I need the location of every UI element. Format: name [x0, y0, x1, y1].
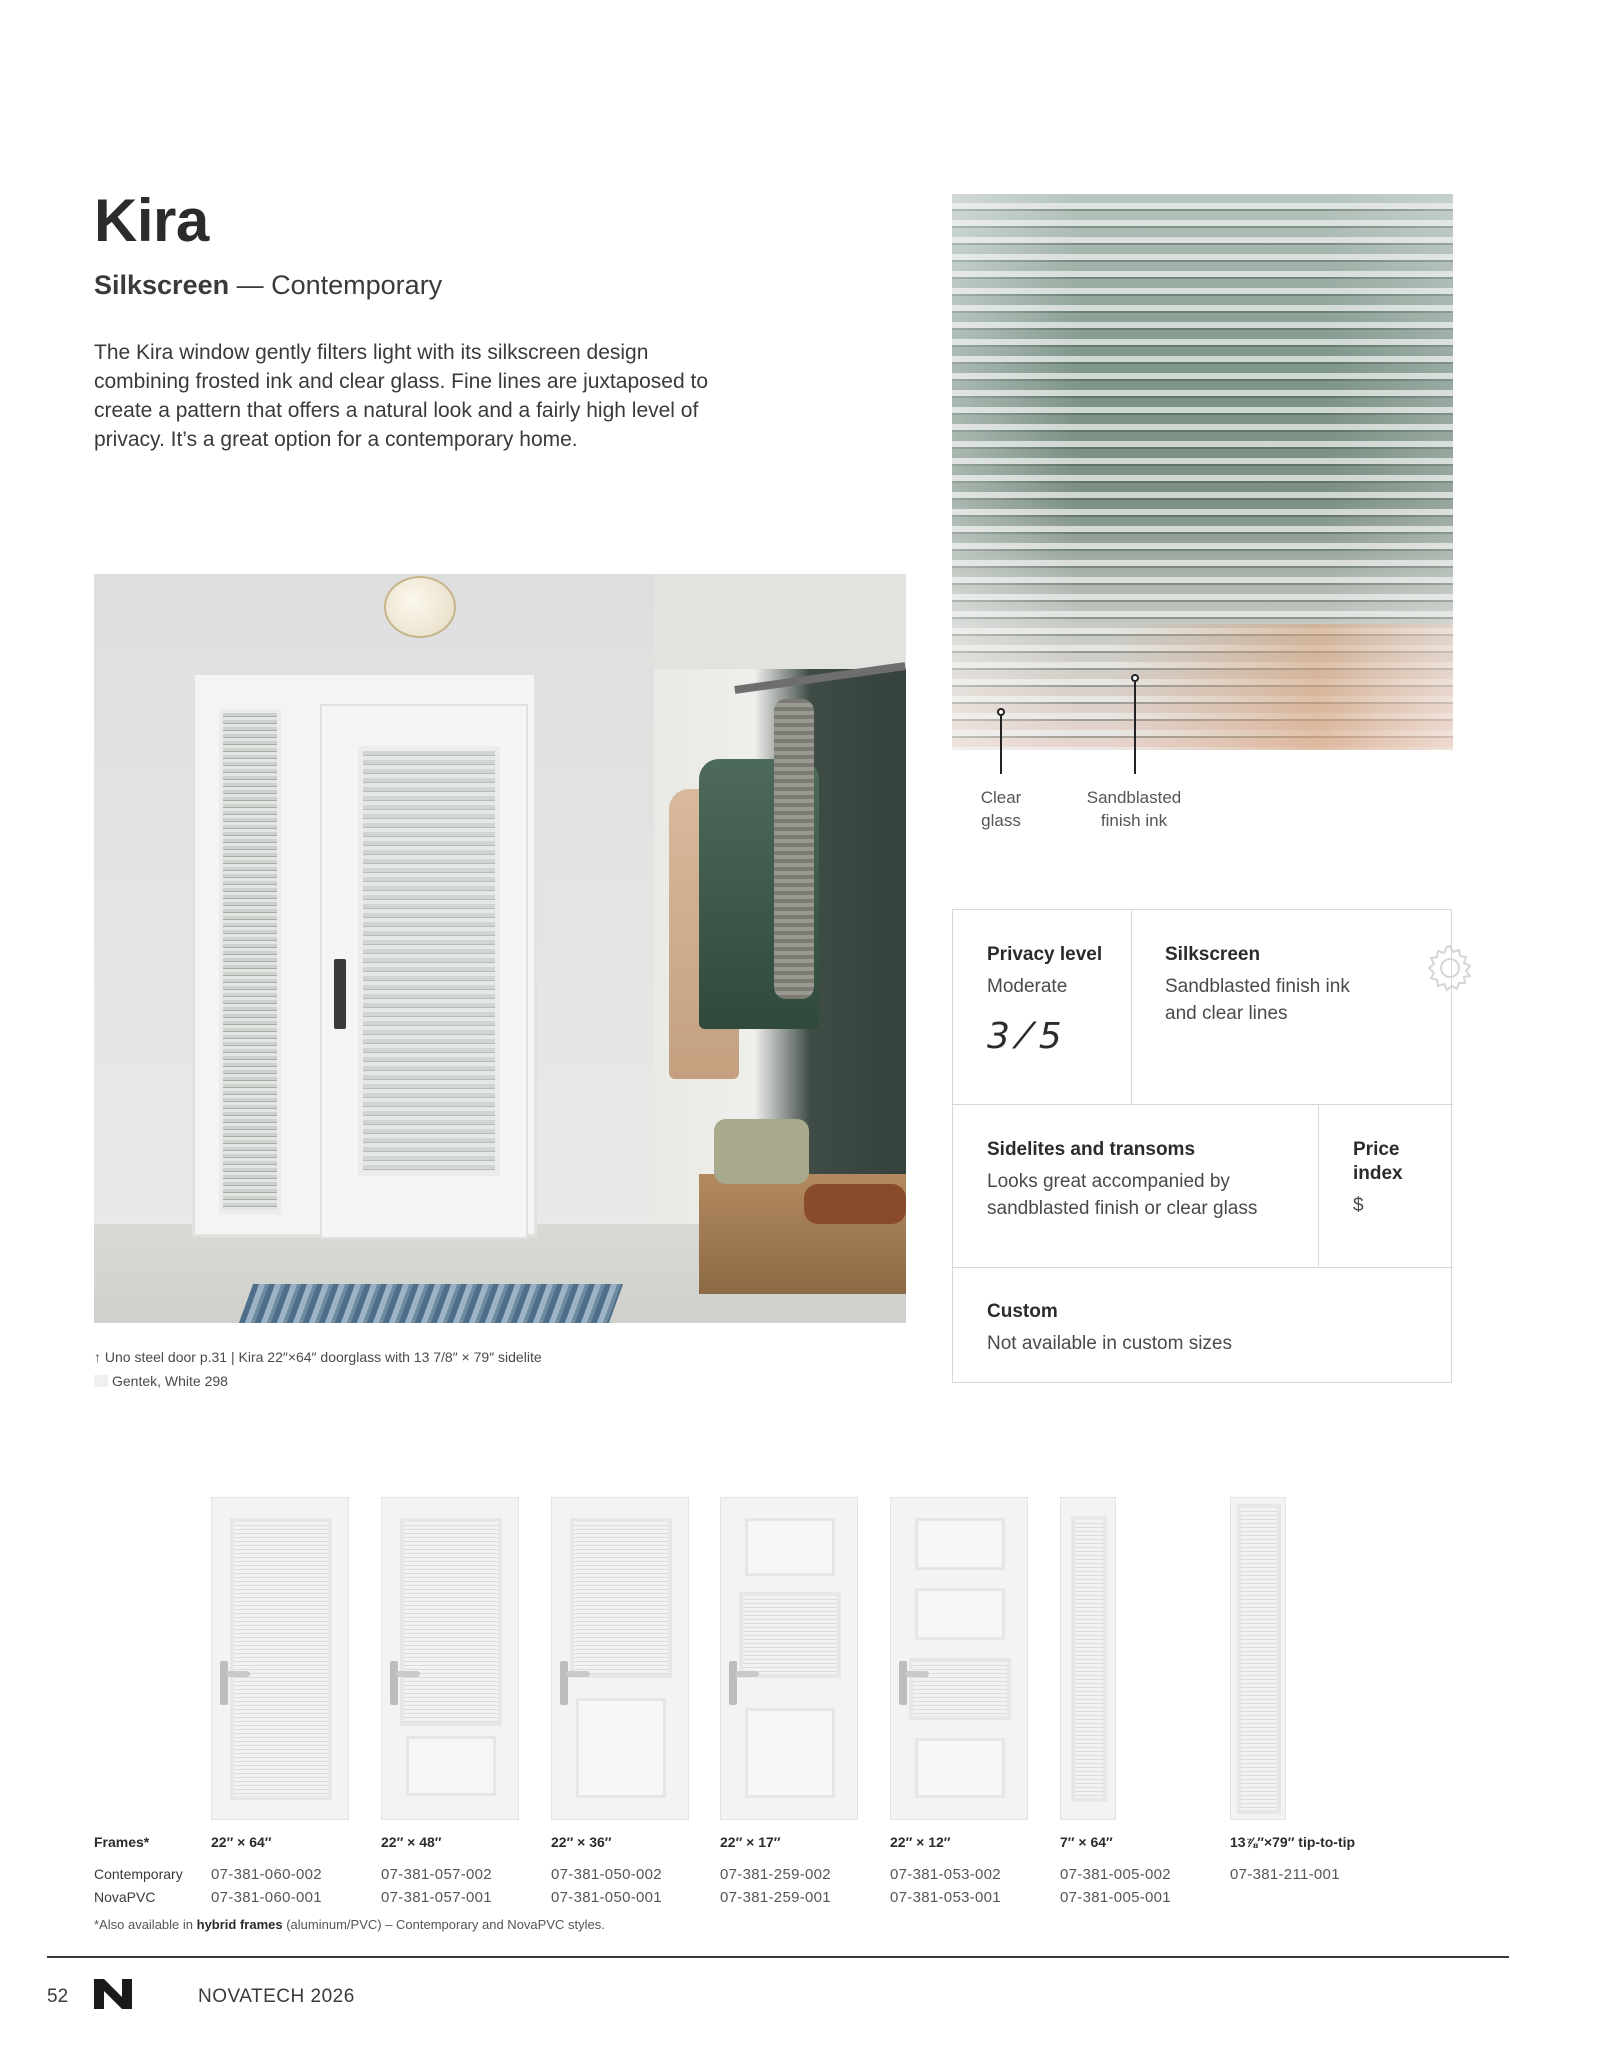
thumb-glass [1237, 1504, 1281, 1814]
frame-row-novapvc: NovaPVC [94, 1889, 156, 1905]
privacy-label: Privacy level [987, 944, 1103, 965]
glass-swatch [952, 194, 1453, 750]
price-cell [1353, 1138, 1443, 1219]
swatch-fade [952, 194, 1453, 750]
privacy-value: Moderate [987, 976, 1068, 997]
custom-value: Not available in custom sizes [987, 1333, 1232, 1354]
product-style: Contemporary [271, 270, 443, 300]
custom-cell [987, 1300, 1417, 1357]
product-category: Silkscreen [94, 270, 230, 300]
photo-lamp [384, 576, 456, 638]
size-22x12: 22″ × 12″ [890, 1834, 951, 1850]
caption-line-1: ↑ Uno steel door p.31 | Kira 22″×64″ doorglass with 13 7/8″ × 79″ sidelite [94, 1349, 542, 1365]
code-22x48-novapvc: 07-381-057-001 [381, 1889, 492, 1906]
code-22x48-contemporary: 07-381-057-002 [381, 1866, 492, 1883]
thumb-glass [909, 1658, 1011, 1720]
size-22x36: 22″ × 36″ [551, 1834, 612, 1850]
size-22x64: 22″ × 64″ [211, 1834, 272, 1850]
divider [1318, 1104, 1319, 1267]
silkscreen-cell [1165, 943, 1385, 1027]
size-13x79: 13⅞″×79″ tip-to-tip [1230, 1834, 1356, 1850]
door-thumb-22x12 [890, 1497, 1028, 1820]
thumb-glass [570, 1518, 672, 1678]
divider [1131, 910, 1132, 1104]
thumb-panel [745, 1518, 835, 1576]
thumb-glass [400, 1518, 502, 1726]
code-22x17-novapvc: 07-381-259-001 [720, 1889, 831, 1906]
frames-footnote [94, 1917, 605, 1932]
door-thumb-7x64 [1060, 1497, 1116, 1820]
thumb-panel [915, 1588, 1005, 1640]
footnote-prefix: *Also available in [94, 1917, 197, 1932]
divider [953, 1104, 1453, 1105]
door-thumb-22x17 [720, 1497, 858, 1820]
privacy-score: 3 ⁄ 5 [987, 1016, 1062, 1057]
door-thumb-22x48 [381, 1497, 519, 1820]
thumb-panel [915, 1738, 1005, 1798]
footer-rule [47, 1956, 1509, 1958]
caption-line-2 [94, 1369, 542, 1393]
price-label: Price index [1353, 1139, 1403, 1184]
door-thumb-22x64 [211, 1497, 349, 1820]
code-7x64-contemporary: 07-381-005-002 [1060, 1866, 1171, 1883]
gear-icon [1424, 942, 1476, 994]
room-photo [94, 574, 906, 1323]
photo-cushion [804, 1184, 906, 1224]
photo-scarf [774, 699, 814, 999]
callout-line-sandblasted [1134, 682, 1136, 774]
thumb-panel [406, 1736, 496, 1796]
door-thumb-13x79 [1230, 1497, 1286, 1820]
code-22x36-contemporary: 07-381-050-002 [551, 1866, 662, 1883]
size-7x64: 7″ × 64″ [1060, 1834, 1113, 1850]
sidelites-value: Looks great accompanied by sandblasted finish or clear glass [987, 1171, 1258, 1219]
custom-label: Custom [987, 1301, 1058, 1322]
silkscreen-value: Sandblasted finish ink and clear lines [1165, 976, 1350, 1024]
thumb-panel [576, 1698, 666, 1798]
callout-line-clear-glass [1000, 716, 1002, 774]
product-description: The Kira window gently filters light with its silkscreen design combining frosted ink and clear glass. Fine lines are juxtaposed to create a pattern that offers a natural look and a fairly high level of privacy. It’s a great option for a contemporary home. [94, 341, 709, 451]
thumb-handle [560, 1661, 568, 1705]
door-thumb-22x36 [551, 1497, 689, 1820]
callout-clear-glass: Clear glass [980, 788, 1022, 830]
product-subtitle: Silkscreen — Contemporary [94, 270, 443, 300]
thumb-handle [390, 1661, 398, 1705]
size-22x17: 22″ × 17″ [720, 1834, 781, 1850]
code-22x12-contemporary: 07-381-053-002 [890, 1866, 1001, 1883]
caption-color: Gentek, White 298 [112, 1373, 228, 1389]
product-title: Kira [94, 187, 209, 254]
thumb-handle [220, 1661, 228, 1705]
code-22x17-contemporary: 07-381-259-002 [720, 1866, 831, 1883]
photo-caption [94, 1345, 542, 1393]
callout-sandblasted-ink: Sandblasted finish ink [1086, 788, 1182, 830]
privacy-cell [987, 943, 1127, 1057]
price-value: $ [1353, 1195, 1364, 1216]
frames-label: Frames* [94, 1834, 150, 1850]
photo-rug [235, 1284, 623, 1323]
photo-sidelite [219, 709, 281, 1214]
photo-bag [714, 1119, 809, 1184]
code-13x79: 07-381-211-001 [1230, 1866, 1340, 1883]
size-22x48: 22″ × 48″ [381, 1834, 442, 1850]
page-number: 52 [47, 1986, 69, 2007]
code-22x64-contemporary: 07-381-060-002 [211, 1866, 322, 1883]
footnote-suffix: (aluminum/PVC) – Contemporary and NovaPVC styles. [282, 1917, 605, 1932]
thumb-glass [1071, 1516, 1107, 1802]
callout-dot-clear-glass [997, 708, 1005, 716]
code-7x64-novapvc: 07-381-005-001 [1060, 1889, 1171, 1906]
thumb-glass [230, 1518, 332, 1800]
sidelites-label: Sidelites and transoms [987, 1139, 1196, 1160]
novatech-logo-icon [94, 1979, 136, 2009]
code-22x36-novapvc: 07-381-050-001 [551, 1889, 662, 1906]
color-chip [94, 1375, 108, 1387]
thumb-glass [739, 1592, 841, 1678]
thumb-handle [899, 1661, 907, 1705]
photo-door-handle [334, 959, 346, 1029]
code-22x12-novapvc: 07-381-053-001 [890, 1889, 1001, 1906]
photo-door-glass [358, 746, 500, 1176]
divider [953, 1267, 1453, 1268]
thumb-panel [745, 1708, 835, 1798]
silkscreen-label: Silkscreen [1165, 944, 1261, 965]
sidelites-cell [987, 1138, 1287, 1222]
thumb-handle [729, 1661, 737, 1705]
info-table [952, 909, 1452, 1383]
thumb-panel [915, 1518, 1005, 1570]
callout-dot-sandblasted [1131, 674, 1139, 682]
footnote-bold: hybrid frames [196, 1917, 283, 1932]
frame-row-contemporary: Contemporary [94, 1866, 183, 1882]
code-22x64-novapvc: 07-381-060-001 [211, 1889, 322, 1906]
footer-brand: NOVATECH 2026 [198, 1986, 355, 2007]
